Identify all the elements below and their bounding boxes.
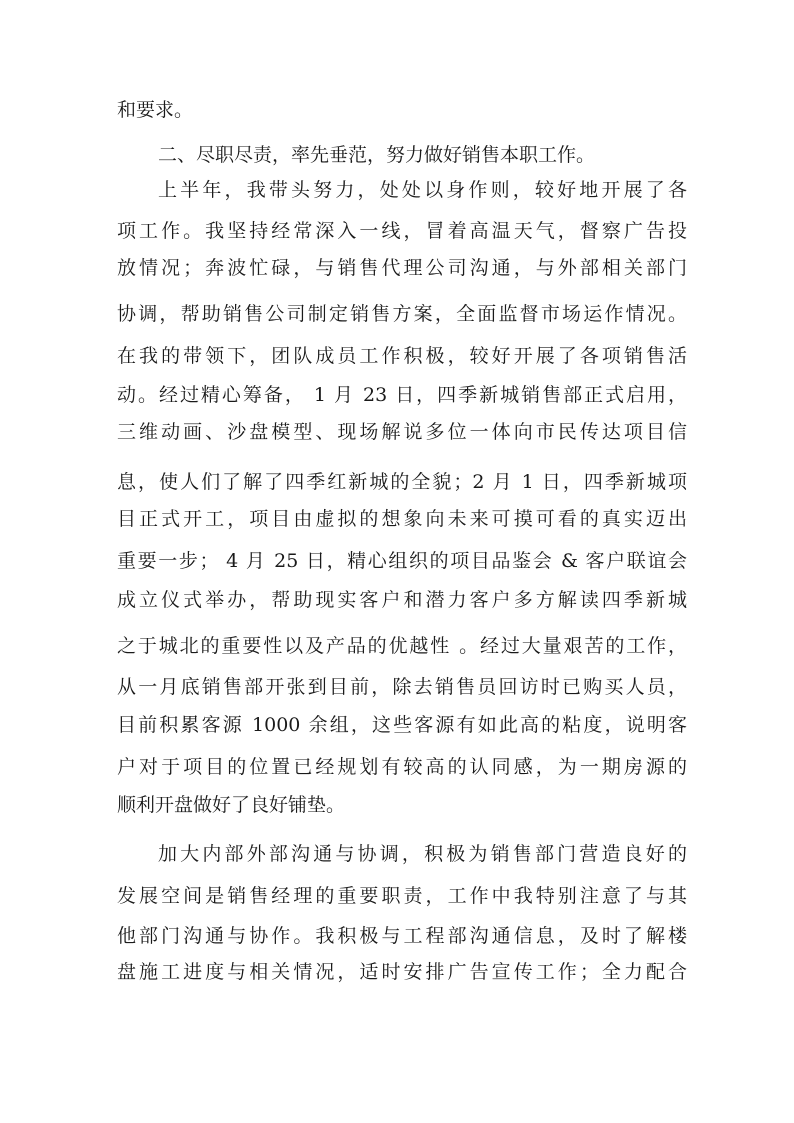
- text-line-16: 目前积累客源 1000 余组，这些客源有如此高的粘度，说明客: [117, 714, 687, 736]
- text-line-3: 上半年，我带头努力，处处以身作则，较好地开展了各: [158, 179, 687, 201]
- text-line-1: 和要求。: [117, 99, 194, 121]
- text-line-11: 目正式开工，项目由虚拟的想象向未来可摸可看的真实迈出: [117, 508, 687, 530]
- text-line-4: 项工作。我坚持经常深入一线，冒着高温天气，督察广告投: [117, 220, 687, 242]
- text-line-6: 协调，帮助销售公司制定销售方案，全面监督市场运作情况。: [117, 303, 687, 325]
- section-heading: 二、尽职尽责，率先垂范，努力做好销售本职工作。: [158, 144, 596, 166]
- text-line-22: 盘施工进度与相关情况，适时安排广告宣传工作；全力配合: [117, 961, 687, 983]
- text-line-13: 成立仪式举办，帮助现实客户和潜力客户多方解读四季新城: [117, 589, 687, 611]
- text-line-8: 动。经过精心筹备， 1 月 23 日，四季新城销售部正式启用，: [117, 384, 687, 406]
- text-line-15: 从一月底销售部开张到目前，除去销售员回访时已购买人员，: [117, 676, 687, 698]
- text-line-19: 加大内部外部沟通与协调，积极为销售部门营造良好的: [158, 843, 687, 865]
- text-line-17: 户对于项目的位置已经规划有较高的认同感，为一期房源的: [117, 756, 687, 778]
- text-line-21: 他部门沟通与协作。我积极与工程部沟通信息，及时了解楼: [117, 925, 687, 947]
- text-line-12: 重要一步； 4 月 25 日，精心组织的项目品鉴会 & 客户联谊会: [117, 550, 687, 572]
- text-line-20: 发展空间是销售经理的重要职责，工作中我特别注意了与其: [117, 885, 687, 907]
- text-line-5: 放情况；奔波忙碌，与销售代理公司沟通，与外部相关部门: [117, 257, 687, 279]
- text-line-10: 息，使人们了解了四季红新城的全貌；2 月 1 日，四季新城项: [117, 471, 687, 493]
- text-line-14: 之于城北的重要性以及产品的优越性 。经过大量艰苦的工作，: [117, 635, 687, 657]
- text-line-18: 顺利开盘做好了良好铺垫。: [117, 794, 346, 816]
- text-line-7: 在我的带领下，团队成员工作积极，较好开展了各项销售活: [117, 345, 687, 367]
- text-line-9: 三维动画、沙盘模型、现场解说多位一体向市民传达项目信: [117, 421, 687, 443]
